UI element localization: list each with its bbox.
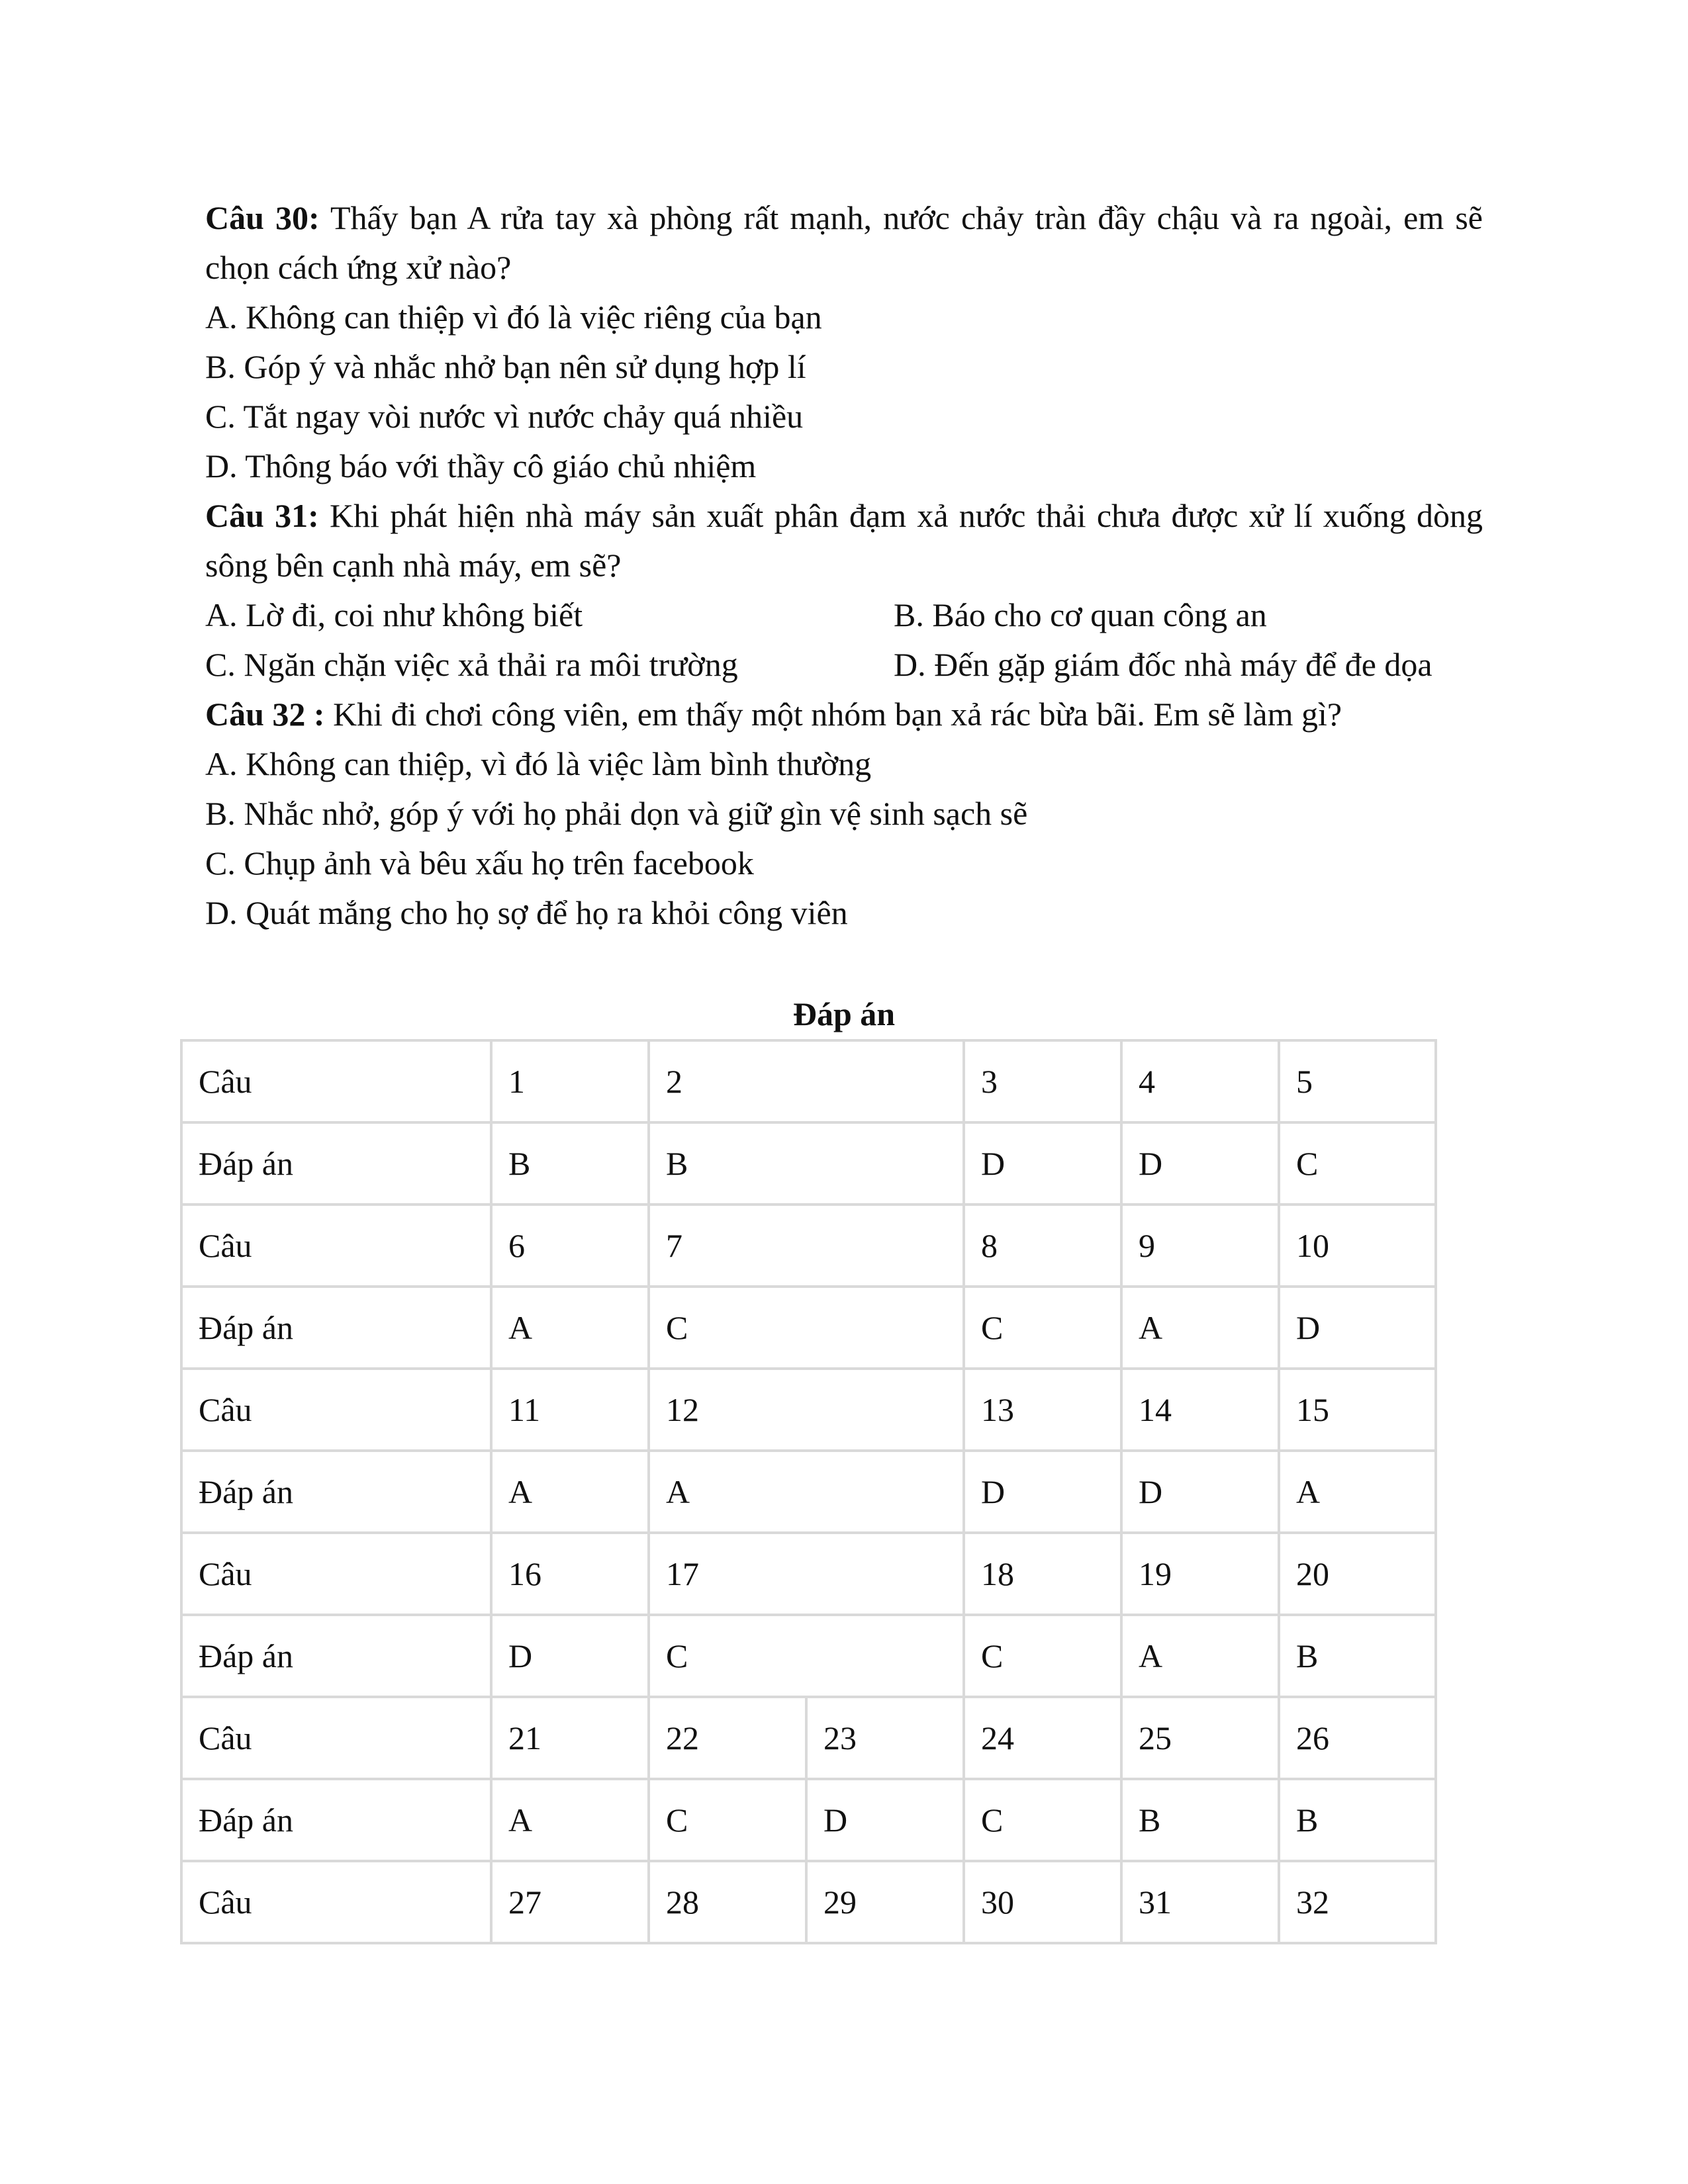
table-cell: B <box>649 1122 964 1205</box>
question-label: Câu 32 : <box>205 696 325 733</box>
table-cell: Đáp án <box>181 1615 491 1697</box>
table-row <box>181 1451 1436 1533</box>
table-cell: 31 <box>1121 1861 1279 1943</box>
table-cell: B <box>1279 1779 1436 1861</box>
table-cell: 14 <box>1121 1369 1279 1451</box>
table-cell: Đáp án <box>181 1122 491 1205</box>
table-cell: 1 <box>491 1040 649 1122</box>
table-cell: 13 <box>964 1369 1121 1451</box>
table-cell: A <box>1279 1451 1436 1533</box>
table-cell: 5 <box>1279 1040 1436 1122</box>
table-cell: 22 <box>649 1697 806 1779</box>
option-a: A. Không can thiệp, vì đó là việc làm bình thường <box>205 745 872 782</box>
table-cell: C <box>649 1615 964 1697</box>
table-cell: Câu <box>181 1533 491 1615</box>
option-b: B. Nhắc nhở, góp ý với họ phải dọn và giữ gìn vệ sinh sạch sẽ <box>205 795 1028 832</box>
table-cell: D <box>964 1122 1121 1205</box>
option-d: D. Quát mắng cho họ sợ để họ ra khỏi công viên <box>205 894 848 931</box>
table-cell: 7 <box>649 1205 964 1287</box>
options-row <box>205 590 1483 640</box>
option-b: B. Góp ý và nhắc nhở bạn nên sử dụng hợp lí <box>205 348 806 385</box>
option-a: A. Không can thiệp vì đó là việc riêng của bạn <box>205 298 822 336</box>
table-cell: 21 <box>491 1697 649 1779</box>
table-cell: C <box>649 1287 964 1369</box>
question-label: Câu 30: <box>205 199 320 236</box>
table-cell: 9 <box>1121 1205 1279 1287</box>
table-cell: 32 <box>1279 1861 1436 1943</box>
table-cell: C <box>964 1287 1121 1369</box>
option-c: C. Chụp ảnh và bêu xấu họ trên facebook <box>205 844 754 882</box>
answer-key-table-wrap <box>180 1039 1434 1944</box>
question-section <box>205 193 1483 938</box>
table-cell: Câu <box>181 1369 491 1451</box>
table-cell: C <box>964 1779 1121 1861</box>
table-cell: A <box>1121 1287 1279 1369</box>
table-cell: D <box>1279 1287 1436 1369</box>
table-row <box>181 1369 1436 1451</box>
table-cell: 23 <box>806 1697 964 1779</box>
table-cell: A <box>491 1451 649 1533</box>
table-cell: Câu <box>181 1040 491 1122</box>
table-row <box>181 1779 1436 1861</box>
table-row <box>181 1040 1436 1122</box>
table-cell: 2 <box>649 1040 964 1122</box>
option-d: D. Thông báo với thầy cô giáo chủ nhiệm <box>205 447 757 484</box>
table-cell: C <box>649 1779 806 1861</box>
table-cell: 28 <box>649 1861 806 1943</box>
table-cell: 19 <box>1121 1533 1279 1615</box>
table-row <box>181 1615 1436 1697</box>
table-cell: 12 <box>649 1369 964 1451</box>
table-cell: 20 <box>1279 1533 1436 1615</box>
table-cell: Đáp án <box>181 1287 491 1369</box>
table-cell: C <box>1279 1122 1436 1205</box>
table-cell: 10 <box>1279 1205 1436 1287</box>
question-text: Thấy bạn A rửa tay xà phòng rất mạnh, nước chảy tràn đầy chậu và ra ngoài, em sẽ chọn cách ứng xử nào? <box>205 199 1483 286</box>
option-a: A. Lờ đi, coi như không biết <box>205 596 583 633</box>
table-cell: 8 <box>964 1205 1121 1287</box>
table-cell: Câu <box>181 1697 491 1779</box>
table-row <box>181 1122 1436 1205</box>
table-cell: 17 <box>649 1533 964 1615</box>
table-cell: 27 <box>491 1861 649 1943</box>
table-cell: A <box>649 1451 964 1533</box>
table-cell: A <box>1121 1615 1279 1697</box>
options-row <box>205 640 1483 690</box>
question-text: Khi đi chơi công viên, em thấy một nhóm bạn xả rác bừa bãi. Em sẽ làm gì? <box>333 696 1342 733</box>
table-cell: 30 <box>964 1861 1121 1943</box>
table-row <box>181 1861 1436 1943</box>
table-cell: Câu <box>181 1861 491 1943</box>
question-text: Khi phát hiện nhà máy sản xuất phân đạm xả nước thải chưa được xử lí xuống dòng sông bên cạnh nhà máy, em sẽ? <box>205 497 1483 584</box>
table-cell: 3 <box>964 1040 1121 1122</box>
table-row <box>181 1533 1436 1615</box>
table-cell: D <box>1121 1451 1279 1533</box>
table-row <box>181 1205 1436 1287</box>
table-cell: A <box>491 1287 649 1369</box>
table-cell: 15 <box>1279 1369 1436 1451</box>
option-b: B. Báo cho cơ quan công an <box>894 596 1267 633</box>
table-cell: 29 <box>806 1861 964 1943</box>
table-cell: 25 <box>1121 1697 1279 1779</box>
table-cell: Đáp án <box>181 1779 491 1861</box>
answer-key-title: Đáp án <box>792 995 896 1032</box>
answer-key-table <box>180 1039 1437 1944</box>
table-cell: D <box>964 1451 1121 1533</box>
question-31 <box>205 491 1483 590</box>
table-cell: 11 <box>491 1369 649 1451</box>
table-cell: A <box>491 1779 649 1861</box>
table-cell: 6 <box>491 1205 649 1287</box>
table-cell: C <box>964 1615 1121 1697</box>
table-cell: B <box>1279 1615 1436 1697</box>
table-cell: D <box>491 1615 649 1697</box>
option-d: D. Đến gặp giám đốc nhà máy để đe dọa <box>894 646 1432 683</box>
table-cell: 24 <box>964 1697 1121 1779</box>
table-cell: D <box>1121 1122 1279 1205</box>
table-row <box>181 1287 1436 1369</box>
table-cell: B <box>491 1122 649 1205</box>
table-cell: Đáp án <box>181 1451 491 1533</box>
option-c: C. Ngăn chặn việc xả thải ra môi trường <box>205 646 738 683</box>
table-cell: 4 <box>1121 1040 1279 1122</box>
table-row <box>181 1697 1436 1779</box>
table-cell: B <box>1121 1779 1279 1861</box>
table-cell: Câu <box>181 1205 491 1287</box>
question-32 <box>205 690 1483 739</box>
table-cell: 18 <box>964 1533 1121 1615</box>
table-cell: 26 <box>1279 1697 1436 1779</box>
table-cell: 16 <box>491 1533 649 1615</box>
question-label: Câu 31: <box>205 497 319 534</box>
question-30 <box>205 193 1483 293</box>
table-cell: D <box>806 1779 964 1861</box>
option-c: C. Tắt ngay vòi nước vì nước chảy quá nhiều <box>205 398 804 435</box>
